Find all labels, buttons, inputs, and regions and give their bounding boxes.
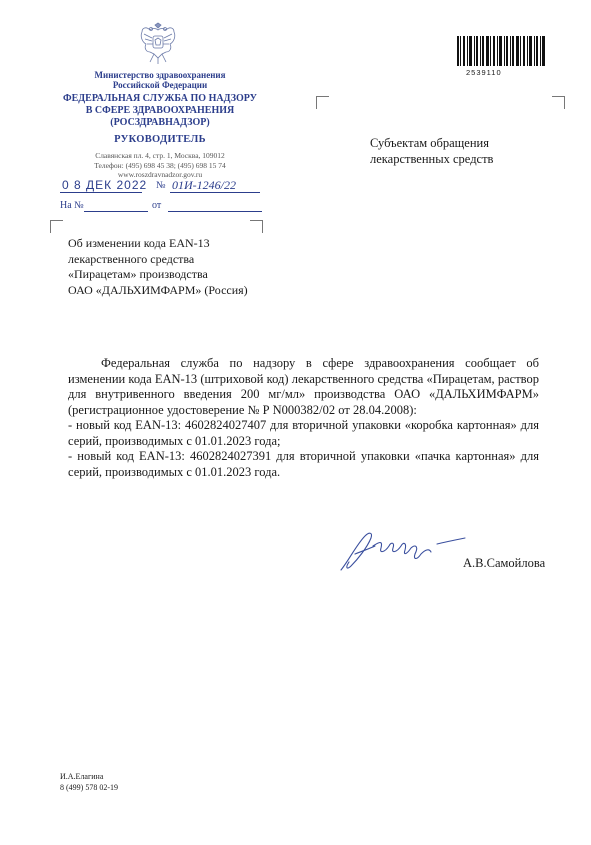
recipient: Субъектам обращения лекарственных средств <box>370 136 494 166</box>
handwritten-signature <box>335 524 475 574</box>
executor-name: И.А.Елагина <box>60 772 104 781</box>
body-intro: Федеральная служба по надзору в сфере здравоохранения сообщает об изменении кода EAN-13 (штриховой код) лекарственного средства «Пирацетам, раствор для внутривенного введения 200 мг/мл» производства ОАО «ДАЛЬХИМФАРМ» (регистрационное удостоверение № Р N000382/02 от 28.04.2008): <box>68 356 539 417</box>
body-item-1: - новый код EAN-13: 4602824027407 для вторичной упаковки «коробка картонная» для серий, производимых с 01.01.2023 года; <box>68 418 539 448</box>
registration-line <box>60 178 260 194</box>
letter-subject: Об изменении кода EAN-13 лекарственного средства «Пирацетам» производства ОАО «ДАЛЬХИМФАРМ» (Россия) <box>68 236 248 297</box>
address: Славянская пл. 4, стр. 1, Москва, 109012 <box>95 151 225 160</box>
reference-from-label: от <box>152 200 162 211</box>
barcode-image <box>457 36 545 66</box>
subject-corner-right <box>250 220 263 233</box>
head-title: РУКОВОДИТЕЛЬ <box>114 134 206 145</box>
registration-number: 01И-1246/22 <box>172 178 236 192</box>
executor-phone: 8 (499) 578 02-19 <box>60 783 118 792</box>
registration-date: 0 8 ДЕК 2022 <box>62 178 148 192</box>
barcode-number: 2539110 <box>466 68 502 77</box>
letter-body <box>68 356 539 480</box>
signer-name: А.В.Самойлова <box>463 556 546 570</box>
phone: Телефон: (495) 698 45 38; (495) 698 15 74 <box>94 160 226 170</box>
subject-corner-left <box>50 220 63 233</box>
ministry-name: Министерство здравоохранения Российской Федерации <box>94 70 226 90</box>
coat-of-arms-emblem <box>138 22 178 66</box>
service-name: ФЕДЕРАЛЬНАЯ СЛУЖБА ПО НАДЗОРУ В СФЕРЕ ЗДРАВООХРАНЕНИЯ (РОСЗДРАВНАДЗОР) <box>63 93 257 128</box>
body-item-2: - новый код EAN-13: 4602824027391 для вторичной упаковки «пачка картонная» для серий, производимых с 01.01.2023 года. <box>68 449 539 479</box>
reference-line <box>60 200 270 214</box>
number-label: № <box>156 180 166 191</box>
recipient-corner-left <box>316 96 329 109</box>
reference-label: На № <box>60 200 84 211</box>
contact-info <box>60 151 260 180</box>
website: www.roszdravnadzor.gov.ru <box>117 170 203 179</box>
recipient-corner-right <box>552 96 565 109</box>
